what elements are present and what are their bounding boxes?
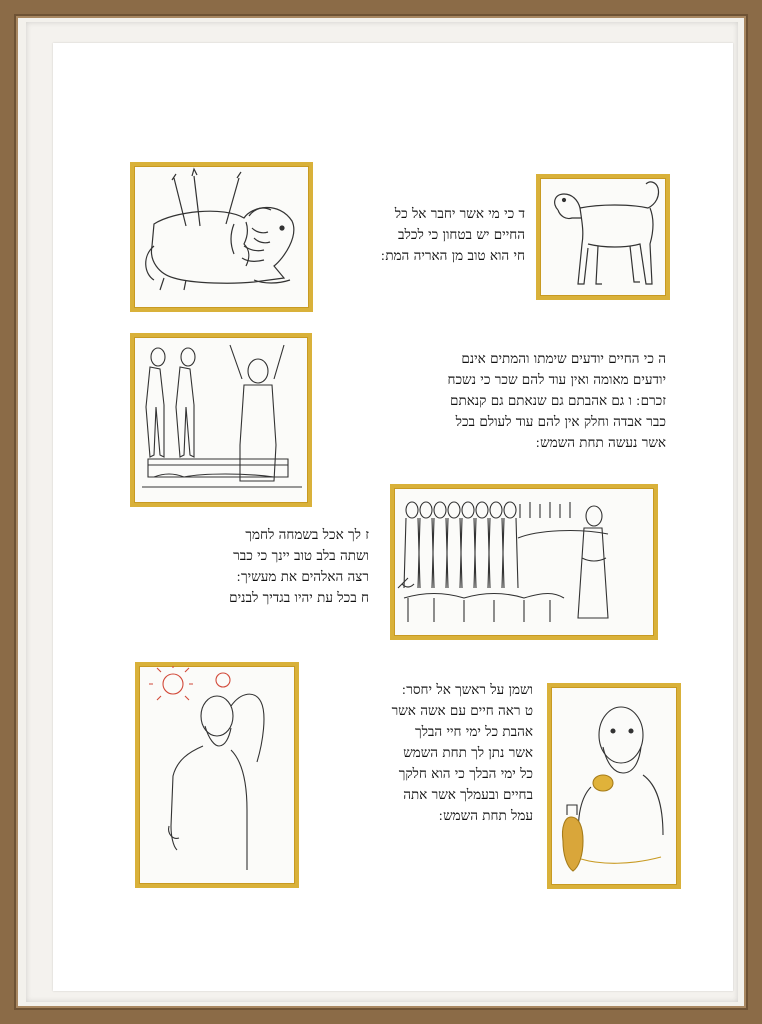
verse-line: כל ימי הבלך כי הוא חלקך [398,766,533,782]
verse-line: יודעים מאומה ואין עוד להם שכר כי נשכח [447,372,666,388]
verse-line: ז לך אכל בשמחה לחמך [245,527,369,543]
lion-with-arrows-icon [130,162,313,312]
verse-line: עמל תחת השמש ׃ [438,808,533,824]
verse-line: החיים יש בטחון כי לכלב [398,227,525,243]
crowd-and-flock-icon [390,484,658,640]
verse-block-4 [343,680,533,827]
verse-line: בחיים ובעמלך אשר אתה [403,787,533,803]
verse-line: ד כי מי אשר יחבר אל כל [394,206,525,222]
verse-line: חי הוא טוב מן האריה המת ׃ [381,248,525,264]
verse-line: ה כי החיים יודעים שימתו והמתים אינם [461,351,666,367]
verse-line: כבר אבדה וחלק אין להם עוד לעולם בכל [455,414,666,430]
verse-line: רצה האלהים את מעשיך ׃ [236,569,369,585]
verse-line: ט ראה חיים עם אשה אשר [391,703,533,719]
verse-line: אשר נעשה תחת השמש ׃ [535,435,666,451]
man-eating-drinking-icon [547,683,681,889]
dog-icon [536,174,670,300]
verse-block-1 [323,204,525,267]
man-anointing-head-icon [135,662,299,888]
verse-line: ח בכל עת יהיו בגדיך לבנים [229,590,369,606]
mat-board [26,22,738,1002]
verse-line: אשר נתן לך תחת השמש [403,745,533,761]
verse-line: זכרם ׃ ו גם אהבתם גם שנאתם גם קנאתם [450,393,666,409]
verse-line: ושתה בלב טוב יינך כי כבר [233,548,369,564]
verse-block-2 [331,349,666,454]
mourners-and-dead-icon [130,333,312,507]
manuscript-page [53,43,733,991]
verse-line: ושמן על ראשך אל יחסר ׃ [401,682,533,698]
verse-line: אהבת כל ימי חיי הבלך [414,724,533,740]
verse-block-3 [149,525,369,609]
